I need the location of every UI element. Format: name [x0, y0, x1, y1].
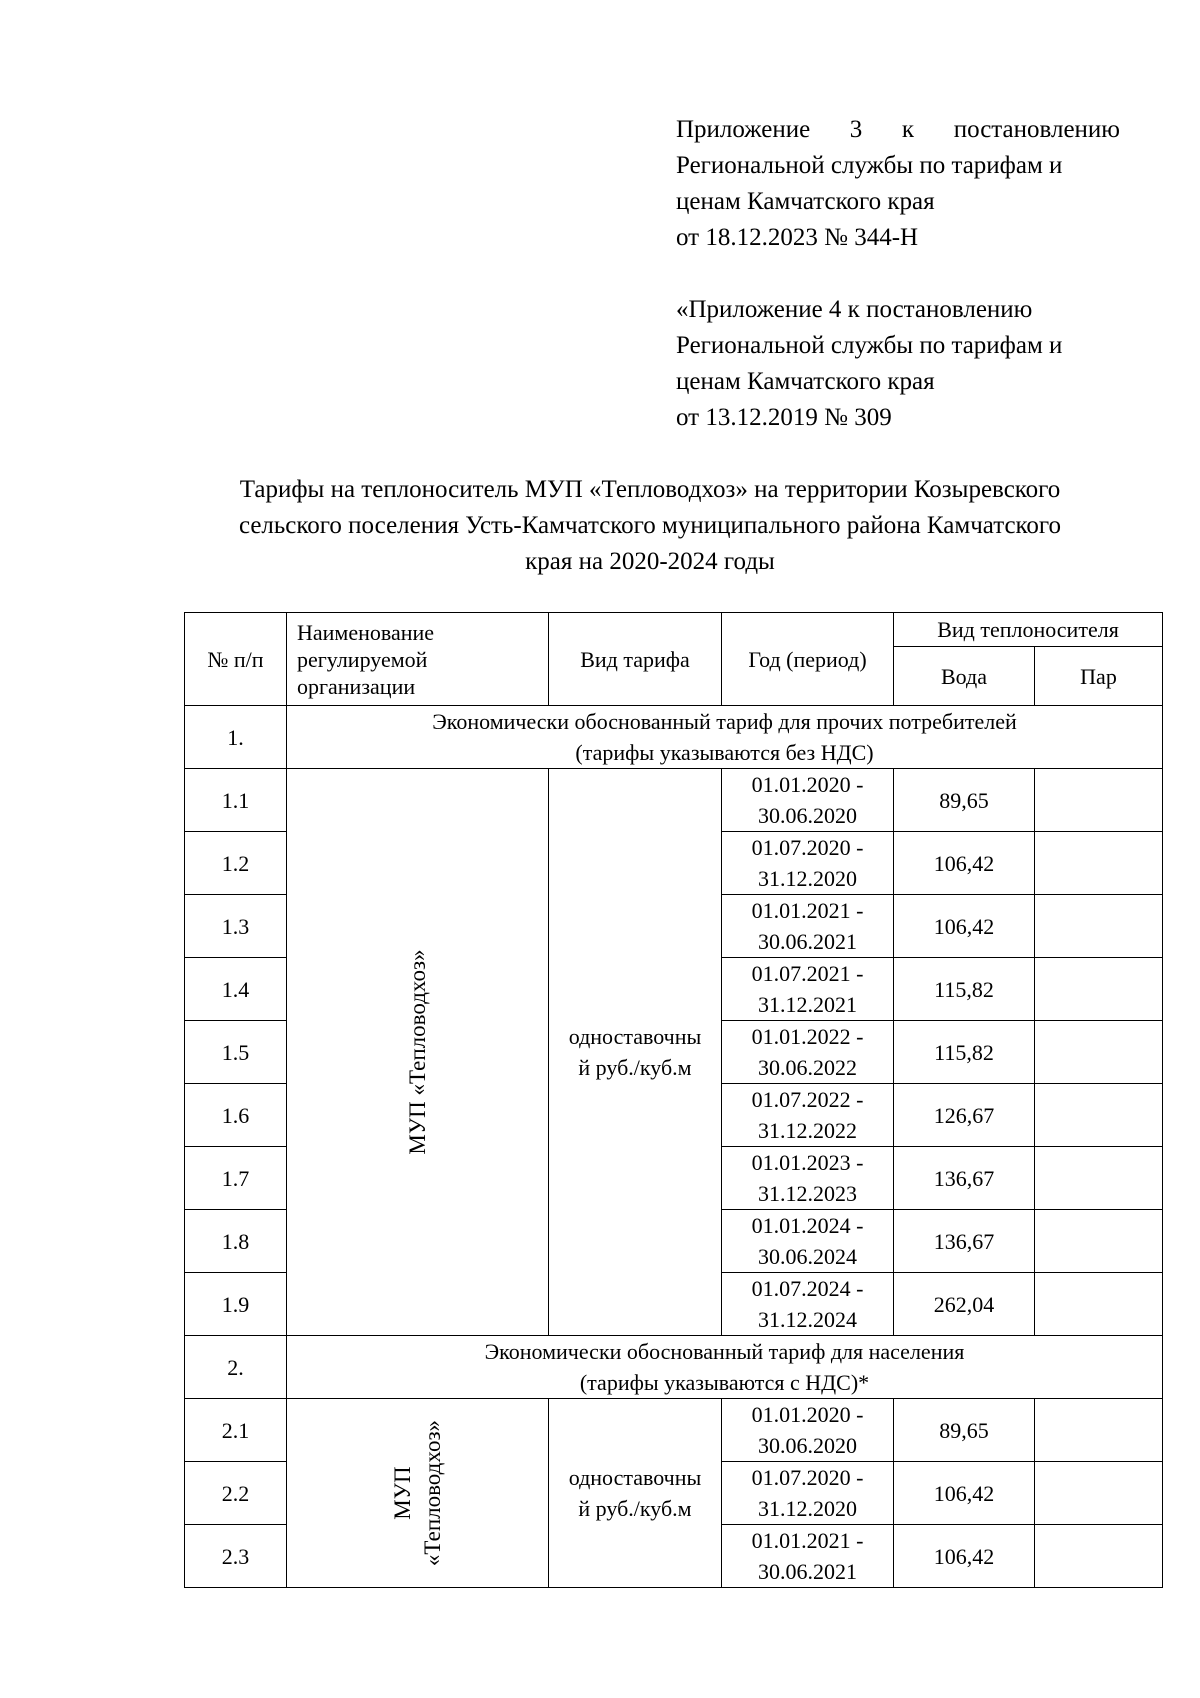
section-1-tariff-line-1: одноставочны: [568, 1024, 702, 1049]
row-water-tariff: 106,42: [894, 895, 1035, 958]
row-number: 1.7: [185, 1147, 287, 1210]
section-1-organization: [287, 769, 549, 1336]
row-number: 1.9: [185, 1273, 287, 1336]
row-steam-tariff: [1035, 958, 1163, 1021]
header-organization: [287, 613, 549, 706]
period-to: 30.06.2021: [758, 1559, 857, 1584]
period-from: 01.01.2021 -: [751, 1528, 864, 1553]
document-title: [170, 472, 1130, 580]
period-from: 01.01.2020 -: [751, 772, 864, 797]
period-from: 01.07.2020 -: [751, 835, 864, 860]
table-row: [185, 1399, 1163, 1462]
row-water-tariff: 126,67: [894, 1084, 1035, 1147]
row-steam-tariff: [1035, 1462, 1163, 1525]
appendix-current-line-1: Приложение 3 к постановлению: [676, 116, 1120, 143]
title-line-1: Тарифы на теплоноситель МУП «Тепловодхоз» на территории Козыревского: [239, 476, 1061, 503]
row-steam-tariff: [1035, 1210, 1163, 1273]
row-number: 2.1: [185, 1399, 287, 1462]
row-period: [722, 1525, 894, 1588]
appendix-original-line-2: Региональной службы по тарифам и: [676, 332, 1063, 359]
header-steam: Пар: [1035, 647, 1163, 706]
row-period: [722, 1399, 894, 1462]
row-water-tariff: 89,65: [894, 769, 1035, 832]
header-heat-carrier: Вид теплоносителя: [894, 613, 1163, 647]
period-to: 30.06.2022: [758, 1055, 857, 1080]
period-to: 31.12.2022: [758, 1118, 857, 1143]
row-steam-tariff: [1035, 832, 1163, 895]
section-2-title: [287, 1336, 1163, 1399]
title-line-2: сельского поселения Усть-Камчатского муниципального района Камчатского: [238, 512, 1062, 539]
section-2-title-line-1: Экономически обоснованный тариф для населения: [484, 1339, 965, 1364]
section-2-tariff-type: [549, 1399, 722, 1588]
appendix-original-line-1: «Приложение 4 к постановлению: [676, 296, 1033, 323]
section-1-title-line-2: (тарифы указываются без НДС): [575, 740, 874, 765]
period-from: 01.01.2024 -: [751, 1213, 864, 1238]
row-steam-tariff: [1035, 1525, 1163, 1588]
section-1-tariff-type: [549, 769, 722, 1336]
section-1-title: [287, 706, 1163, 769]
row-number: 1.6: [185, 1084, 287, 1147]
row-period: [722, 1084, 894, 1147]
tariff-table: [184, 612, 1163, 1588]
period-to: 30.06.2024: [758, 1244, 857, 1269]
row-period: [722, 1147, 894, 1210]
row-water-tariff: 106,42: [894, 1462, 1035, 1525]
appendix-current-line-4: от 18.12.2023 № 344-Н: [676, 224, 919, 251]
header-number: № п/п: [185, 613, 287, 706]
period-to: 31.12.2024: [758, 1307, 857, 1332]
period-to: 31.12.2023: [758, 1181, 857, 1206]
row-steam-tariff: [1035, 1273, 1163, 1336]
row-period: [722, 1462, 894, 1525]
period-to: 31.12.2021: [758, 992, 857, 1017]
appendix-current-note: [676, 112, 1120, 256]
period-to: 30.06.2020: [758, 1433, 857, 1458]
row-steam-tariff: [1035, 1147, 1163, 1210]
row-steam-tariff: [1035, 895, 1163, 958]
appendix-original-note: [676, 292, 1120, 436]
period-from: 01.01.2023 -: [751, 1150, 864, 1175]
row-number: 2.3: [185, 1525, 287, 1588]
period-from: 01.01.2022 -: [751, 1024, 864, 1049]
section-2-organization: [287, 1399, 549, 1588]
section-1-organization-name: МУП «Тепловодхоз»: [404, 949, 430, 1155]
row-number: 2.2: [185, 1462, 287, 1525]
period-to: 31.12.2020: [758, 1496, 857, 1521]
row-period: [722, 895, 894, 958]
period-to: 30.06.2021: [758, 929, 857, 954]
period-from: 01.07.2024 -: [751, 1276, 864, 1301]
period-to: 30.06.2020: [758, 803, 857, 828]
section-2-number: 2.: [185, 1336, 287, 1399]
row-number: 1.2: [185, 832, 287, 895]
section-2-organization-line-1: МУП: [389, 1466, 415, 1520]
header-tariff-type: Вид тарифа: [549, 613, 722, 706]
row-number: 1.4: [185, 958, 287, 1021]
appendix-current-line-2: Региональной службы по тарифам и: [676, 152, 1063, 179]
row-water-tariff: 136,67: [894, 1210, 1035, 1273]
appendix-current-line-3: ценам Камчатского края: [676, 188, 935, 215]
row-period: [722, 1273, 894, 1336]
header-organization-line-2: регулируемой: [297, 646, 428, 672]
period-from: 01.01.2020 -: [751, 1402, 864, 1427]
section-1-number: 1.: [185, 706, 287, 769]
header-organization-line-1: Наименование: [297, 619, 435, 645]
table-row: [185, 769, 1163, 832]
section-2-title-line-2: (тарифы указываются с НДС)*: [579, 1370, 870, 1395]
section-2-tariff-line-2: й руб./куб.м: [578, 1496, 692, 1521]
row-steam-tariff: [1035, 1084, 1163, 1147]
period-from: 01.07.2022 -: [751, 1087, 864, 1112]
row-steam-tariff: [1035, 1021, 1163, 1084]
header-water: Вода: [894, 647, 1035, 706]
row-period: [722, 832, 894, 895]
row-period: [722, 1210, 894, 1273]
row-period: [722, 1021, 894, 1084]
row-period: [722, 958, 894, 1021]
title-line-3: края на 2020-2024 годы: [525, 548, 775, 575]
section-2-tariff-line-1: одноставочны: [568, 1465, 702, 1490]
header-period: Год (период): [722, 613, 894, 706]
row-water-tariff: 136,67: [894, 1147, 1035, 1210]
section-1-tariff-line-2: й руб./куб.м: [578, 1055, 692, 1080]
section-2-organization-line-2: «Тепловодхоз»: [419, 1419, 445, 1567]
row-water-tariff: 115,82: [894, 1021, 1035, 1084]
row-number: 1.8: [185, 1210, 287, 1273]
row-water-tariff: 106,42: [894, 1525, 1035, 1588]
row-number: 1.3: [185, 895, 287, 958]
period-from: 01.07.2020 -: [751, 1465, 864, 1490]
period-to: 31.12.2020: [758, 866, 857, 891]
row-number: 1.1: [185, 769, 287, 832]
row-water-tariff: 262,04: [894, 1273, 1035, 1336]
row-steam-tariff: [1035, 769, 1163, 832]
period-from: 01.01.2021 -: [751, 898, 864, 923]
row-water-tariff: 115,82: [894, 958, 1035, 1021]
section-1-title-line-1: Экономически обоснованный тариф для прочих потребителей: [432, 709, 1017, 734]
appendix-original-line-4: от 13.12.2019 № 309: [676, 404, 892, 431]
period-from: 01.07.2021 -: [751, 961, 864, 986]
row-steam-tariff: [1035, 1399, 1163, 1462]
header-organization-line-3: организации: [297, 673, 416, 699]
row-water-tariff: 106,42: [894, 832, 1035, 895]
row-period: [722, 769, 894, 832]
appendix-original-line-3: ценам Камчатского края: [676, 368, 935, 395]
row-water-tariff: 89,65: [894, 1399, 1035, 1462]
row-number: 1.5: [185, 1021, 287, 1084]
